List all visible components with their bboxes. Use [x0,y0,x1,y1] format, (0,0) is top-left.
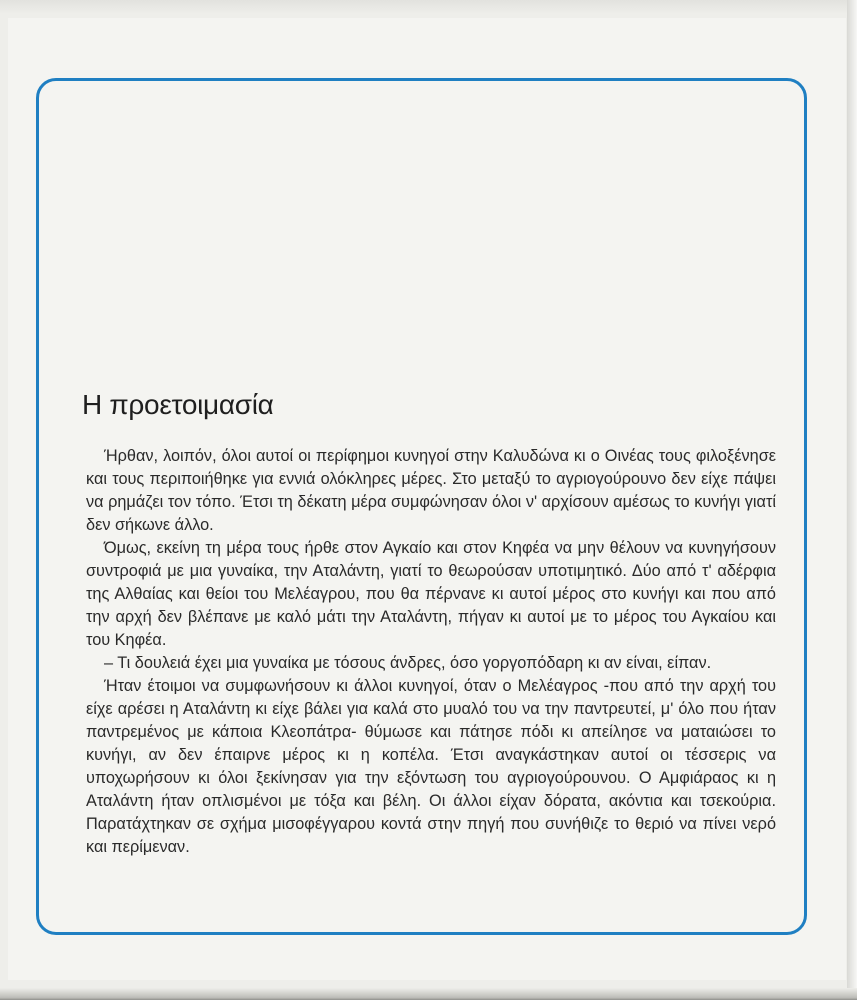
paragraph-2: Όμως, εκείνη τη μέρα τους ήρθε στον Αγκαίο και στον Κηφέα να μην θέλουν να κυνηγήσουν συντροφιά με μια γυναίκα, την Αταλάντη, γιατί το θεωρούσαν υποτιμητικό. Δύο από τ' αδέρφια της Αλθαίας και θείοι του Μελέαγρου, που θα πέρνανε κι αυτοί μέρος στο κυνήγι και που από την αρχή δεν βλέπανε με καλό μάτι την Αταλάντη, πήγαν κι αυτοί με το μέρος του Αγκαίου και του Κηφέα. [86,539,776,649]
paragraph-4: Ήταν έτοιμοι να συμφωνήσουν κι άλλοι κυνηγοί, όταν ο Μελέαγρος -που από την αρχή του είχε αρέσει η Αταλάντη κι είχε βάλει για καλά στο μυαλό του να την παντρευτεί, μ' όλο που ήταν παντρεμένος με κάποια Κλεοπάτρα- θύμωσε και πάτησε πόδι κι απείλησε να ματαιώσει το κυνήγι, αν δεν έπαιρνε μέρος κι η κοπέλα. Έτσι αναγκάστηκαν αυτοί οι τέσσερις να υποχωρήσουν κι όλοι ξεκίνησαν για την εξόντωση του αγριογούρουνου. Ο Αμφιάραος κι η Αταλάντη ήταν οπλισμένοι με τόξα και βέλη. Οι άλλοι είχαν δόρατα, ακόντια και τσεκούρια. Παρατάχτηκαν σε σχήμα μισοφέγγαρου κοντά στην πηγή που συνήθιζε το θεριό να πίνει νερό και περίμεναν. [86,677,776,856]
paragraph-3-dialogue: – Τι δουλειά έχει μια γυναίκα με τόσους άνδρες, όσο γοργοπόδαρη κι αν είναι, είπαν. [104,654,712,672]
paragraph-1: Ήρθαν, λοιπόν, όλοι αυτοί οι περίφημοι κυνηγοί στην Καλυδώνα κι ο Οινέας τους φιλοξένησε και τους περιποιήθηκε για εννιά ολόκληρες μέρες. Στο μεταξύ το αγριογούρουνο δεν είχε πάψει να ρημάζει τον τόπο. Έτσι τη δέκατη μέρα συμφώνησαν όλοι ν' αρχίσουν αμέσως το κυνήγι γιατί δεν σήκωνε άλλο. [86,447,776,534]
section-title: Η προετοιμασία [82,389,274,420]
scan-edge-top [0,0,857,14]
scan-edge-right [847,0,857,1000]
scan-edge-bottom [0,988,857,1000]
body-text [86,445,776,859]
